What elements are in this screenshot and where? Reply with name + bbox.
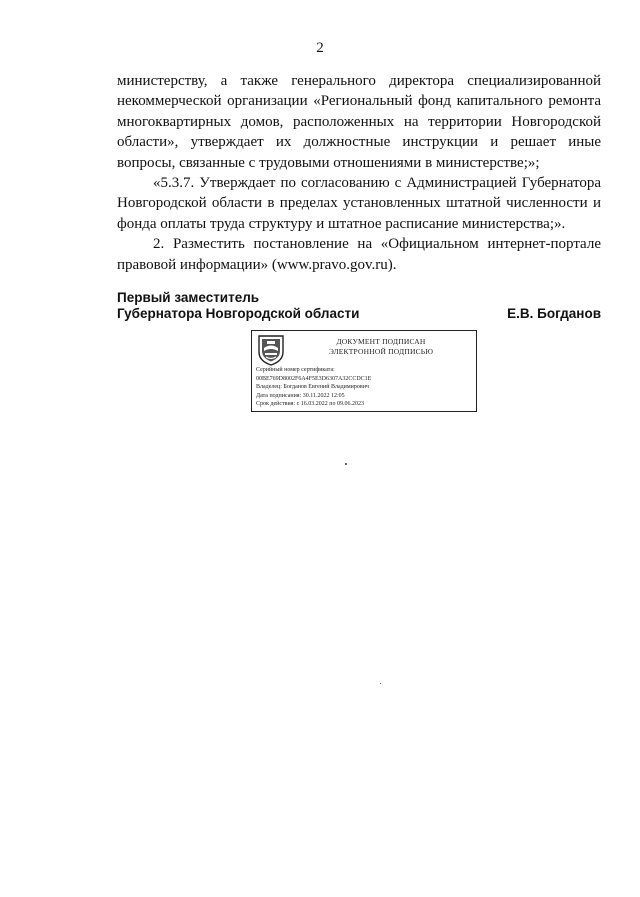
scan-speck xyxy=(380,683,381,684)
signature-block xyxy=(117,290,601,322)
signer-position-line2: Губернатора Новгородской области xyxy=(117,306,360,321)
signing-date: Дата подписания: 30.11.2022 12:05 xyxy=(256,392,345,399)
novgorod-coat-of-arms-icon xyxy=(256,334,286,366)
stamp-details xyxy=(256,366,474,409)
electronic-signature-stamp xyxy=(251,330,477,412)
signer-position-line1: Первый заместитель xyxy=(117,290,260,305)
paragraph-publication: 2. Разместить постановление на «Официальном интернет-портале правовой информации» (www.pravo.gov.ru). xyxy=(117,236,601,273)
stamp-title xyxy=(288,337,474,357)
signer-name: Е.В. Богданов xyxy=(507,306,601,321)
signature-line xyxy=(117,306,601,322)
document-body xyxy=(117,71,601,275)
paragraph-continuation: министерству, а также генерального директора специализированной некоммерческой организации «Региональный фонд капитального ремонта многоквартирных домов, расположенных на территории Новгородской области», утверждает их должностные инструкции и решает иные вопросы, связанные с трудовыми отношениями в министерстве;»; xyxy=(117,73,601,171)
paragraph-clause-5-3-7: «5.3.7. Утверждает по согласованию с Администрацией Губернатора Новгородской области в пределах установленных штатной численности и фонда оплаты труда структуру и штатное расписание министерства;». xyxy=(117,175,601,232)
scan-speck xyxy=(345,463,347,465)
stamp-title-line1: ДОКУМЕНТ ПОДПИСАН xyxy=(336,337,426,346)
certificate-validity: Срок действия: с 16.03.2022 по 09.06.2023 xyxy=(256,401,364,408)
certificate-serial-label: Серийный номер сертификата: xyxy=(256,367,335,373)
page-number: 2 xyxy=(316,40,324,56)
certificate-owner: Владелец: Богданов Евгений Владимирович xyxy=(256,384,369,391)
stamp-title-line2: ЭЛЕКТРОННОЙ ПОДПИСЬЮ xyxy=(328,347,434,356)
certificate-serial-value: 00BE769D8002F6A4F5E3D6307A32CCDC1E xyxy=(256,375,372,382)
